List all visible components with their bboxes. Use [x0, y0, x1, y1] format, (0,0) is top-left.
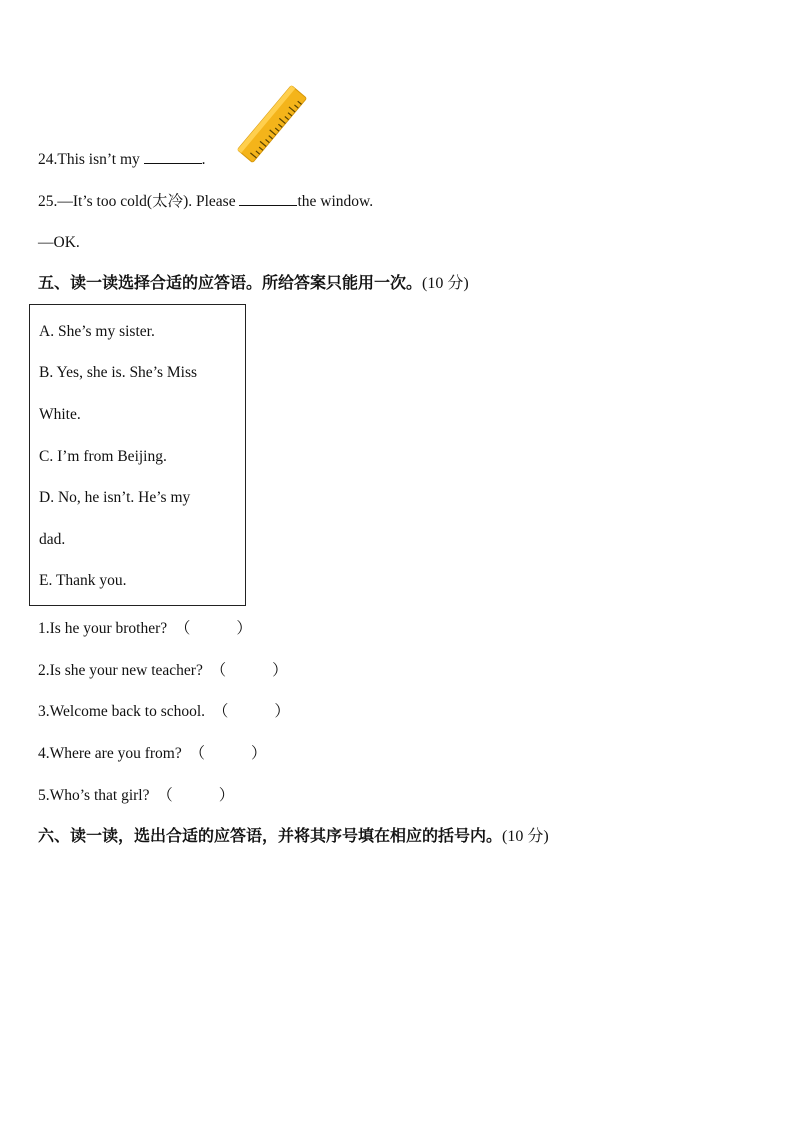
option-b-continued: White. — [39, 406, 81, 423]
option-e: E. Thank you. — [39, 572, 127, 589]
question-2-text: 2.Is she your new teacher? — [38, 662, 203, 679]
paren-close: ） — [274, 703, 290, 720]
question-25 — [38, 191, 373, 212]
paren-open: （ — [174, 620, 191, 637]
paren-close: ） — [218, 787, 235, 804]
section-5-heading — [38, 273, 469, 294]
question-24-period: . — [201, 151, 206, 168]
question-2 — [38, 661, 288, 681]
section-6-title: 六、读一读，选出合适的应答语，并将其序号填在相应的括号内。 — [38, 826, 503, 845]
answer-blank-25[interactable] — [239, 191, 297, 206]
section-5-title: 五、读一读选择合适的应答语。所给答案只能用一次。 — [38, 273, 423, 292]
option-b: B. Yes, she is. She’s Miss — [39, 364, 198, 381]
question-4-text: 4.Where are you from? — [38, 745, 182, 762]
option-d: D. No, he isn’t. He’s my — [39, 489, 191, 506]
answer-blank-24[interactable] — [144, 149, 202, 164]
question-25-tail: the window. — [297, 193, 374, 210]
section-6-heading — [38, 826, 549, 847]
question-5 — [38, 786, 234, 806]
question-24 — [38, 149, 206, 170]
option-c: C. I’m from Beijing. — [39, 448, 167, 465]
option-a: A. She’s my sister. — [39, 323, 155, 340]
question-1-text: 1.Is he your brother? — [38, 620, 168, 637]
question-3-text: 3.Welcome back to school. — [38, 703, 206, 720]
paren-open: （ — [212, 703, 229, 720]
paren-open: （ — [189, 745, 205, 762]
question-5-text: 5.Who’s that girl? — [38, 787, 150, 804]
section-5-score: (10 分) — [422, 275, 469, 292]
question-24-text: 24.This isn’t my — [38, 151, 144, 168]
option-d-continued: dad. — [39, 531, 66, 548]
paren-close: ） — [236, 620, 252, 637]
question-4 — [38, 744, 267, 764]
answer-options-box — [29, 304, 246, 606]
paren-close: ） — [251, 745, 267, 762]
question-3 — [38, 702, 290, 722]
ruler-icon — [232, 82, 312, 166]
section-6-score: (10 分) — [502, 828, 549, 845]
paren-open: （ — [157, 787, 173, 804]
paren-close: ） — [272, 662, 288, 679]
question-25-reply: —OK. — [38, 234, 80, 251]
paren-open: （ — [210, 662, 227, 679]
question-25-text: 25.—It’s too cold(太冷). Please — [38, 193, 240, 210]
question-1 — [38, 619, 252, 639]
